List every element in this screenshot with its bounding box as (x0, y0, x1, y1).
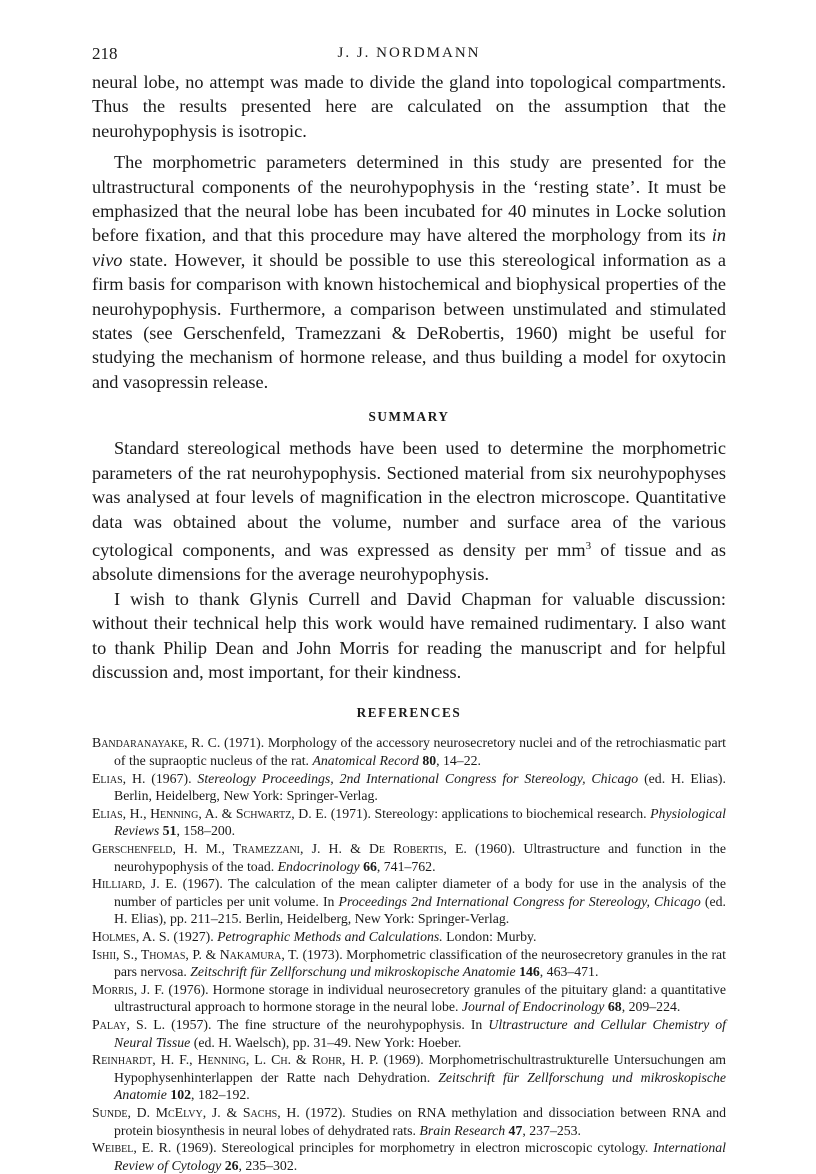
reference-entry (92, 928, 726, 946)
reference-text: (1972). Studies on RNA methylation and dissociation between RNA and protein biosynthesis in neural lobes of dehydrated rats. (114, 1104, 726, 1138)
reference-journal: Endocrinology (277, 858, 360, 874)
reference-journal: International Review of Cytology (114, 1140, 726, 1173)
reference-text: (1927). (169, 928, 218, 944)
reference-text: (1976). Hormone storage in individual neurosecretory granules of the pituitary gland: a quantitative ultrastructural approach to hormone storage in the neural lobe. (114, 981, 726, 1015)
reference-pages: , 158–200. (176, 823, 236, 839)
reference-journal: Petrographic Methods and Calculations. (217, 928, 443, 944)
reference-pages: , 237–253. (522, 1122, 581, 1138)
reference-entry (92, 875, 726, 928)
summary-text: Standard stereological methods have been used to determine the morphometric parameters of the rat neurohypophysis. Sectioned material from six neurohypophyses was analysed at four levels of magnification in the electron microscope. Quantitative data was obtained about the volume, number and surface area of the various cytological components, and was expressed as density per mm (92, 438, 726, 560)
reference-pages: (ed. H. Elias), pp. 211–215. Berlin, Heidelberg, New York: Springer-Verlag. (114, 893, 726, 927)
paragraph-continuation: neural lobe, no attempt was made to divide the gland into topological compartments. Thus the results presented here are calculated on the assumption that the neurohypophysis is isotropic. (92, 72, 726, 141)
reference-volume: 68 (607, 999, 622, 1015)
reference-volume: 26 (224, 1157, 239, 1173)
running-title: J. J. NORDMANN (337, 45, 481, 61)
reference-text: (1967). (145, 770, 198, 786)
page-number: 218 (92, 44, 118, 63)
italic-term: in vivo (92, 225, 726, 270)
reference-pages: , 741–762. (376, 858, 436, 874)
reference-entry (92, 981, 726, 1016)
reference-pages: , 235–302. (238, 1157, 298, 1173)
reference-text: (1960). Ultrastructure and function in the neurohypophysis of the toad. (114, 841, 726, 874)
reference-journal: Physiological Reviews (114, 805, 726, 839)
reference-volume: 146 (519, 964, 540, 980)
paragraph-morphometric-parameters (92, 150, 726, 394)
reference-entry (92, 1016, 726, 1051)
reference-text: (1971). Stereology: applications to biochemical research. (327, 805, 651, 821)
reference-authors: Ishii, S., Thomas, P. & Nakamura, T. (92, 946, 299, 962)
reference-journal: Proceedings 2nd International Congress for Stereology, Chicago (338, 893, 701, 909)
reference-journal: Ultrastructure and Cellular Chemistry of Neural Tissue (114, 1016, 726, 1050)
reference-authors: Morris, J. F. (92, 981, 165, 997)
reference-authors: Elias, H., Henning, A. & Schwartz, D. E. (92, 805, 328, 821)
reference-authors: Gerschenfeld, H. M., Tramezzani, J. H. & De Robertis, E. (92, 841, 467, 856)
reference-pages: (ed. H. Waelsch), pp. 31–49. New York: Hoeber. (190, 1034, 462, 1050)
reference-entry (92, 734, 726, 769)
reference-pages: , 209–224. (621, 999, 681, 1015)
reference-authors: Palay, S. L. (92, 1016, 166, 1032)
reference-text: (1969). Morphometrischultrastrukturelle Untersuchungen am Hypophysenhinterlappen der Ratte nach Dehydration. (114, 1052, 727, 1085)
reference-entry (92, 770, 726, 805)
reference-journal: Anatomical Record (312, 753, 419, 769)
superscript: 3 (585, 539, 592, 552)
reference-journal: Stereology Proceedings, 2nd International Congress for Stereology, Chicago (197, 770, 639, 786)
reference-authors: Elias, H. (92, 770, 146, 786)
reference-volume: 47 (508, 1122, 523, 1138)
reference-text: (1973). Morphometric classification of the neurosecretory granules in the rat pars nervosa. (114, 946, 726, 980)
reference-text: (1969). Stereological principles for morphometry in electron microscopic cytology. (171, 1140, 654, 1156)
reference-volume: 102 (170, 1087, 192, 1103)
page (92, 44, 726, 1174)
reference-entry (92, 1104, 726, 1139)
summary-paragraph (92, 436, 726, 587)
reference-volume: 51 (162, 823, 177, 839)
reference-text: (1967). The calculation of the mean calipter diameter of a body for use in the analysis of the number of particles per unit volume. In (114, 876, 727, 909)
reference-entry (92, 805, 726, 840)
body-text (92, 70, 726, 684)
reference-pages: London: Murby. (442, 928, 537, 944)
reference-authors: Hilliard, J. E. (92, 876, 178, 892)
reference-entry (92, 946, 726, 981)
reference-authors: Reinhardt, H. F., Henning, L. Ch. & Rohr, H. P. (92, 1052, 379, 1068)
reference-pages: , 463–471. (539, 964, 599, 980)
reference-pages: (ed. H. Elias). Berlin, Heidelberg, New York: Springer-Verlag. (114, 770, 726, 804)
reference-authors: Weibel, E. R. (92, 1140, 172, 1156)
reference-authors: Sunde, D. McElvy, J. & Sachs, H. (92, 1104, 300, 1120)
paragraph-text: state. However, it should be possible to use this stereological information as a firm basis for comparison with known histochemical and biophysical properties of the neurohypophysis. Furthermore, a comparison between unstimulated and stimulated states (see Gerschenfeld, Tramezzani & DeRobertis, 1960) might be useful for studying the mechanism of hormone release, and thus building a model for oxytocin and vasopressin release. (92, 249, 726, 392)
reference-journal: Brain Research (419, 1122, 506, 1138)
reference-journal: Zeitschrift für Zellforschung und mikroskopische Anatomie (190, 964, 516, 980)
reference-journal: Journal of Endocrinology (461, 999, 605, 1015)
running-head (92, 44, 726, 70)
reference-entry (92, 1139, 726, 1174)
reference-pages: , 14–22. (436, 753, 481, 769)
reference-volume: 80 (422, 753, 437, 769)
summary-text: of tissue and as absolute dimensions for the average neurohypophysis. (92, 540, 726, 585)
references-heading: REFERENCES (356, 705, 462, 721)
acknowledgement-paragraph: I wish to thank Glynis Currell and David Chapman for valuable discussion: without their technical help this work would have remained rudimentary. I also want to thank Philip Dean and John Morris for reading the manuscript and for helpful discussion and, most important, for their kindness. (92, 588, 726, 683)
paragraph-text: The morphometric parameters determined in this study are presented for the ultrastructural components of the neurohypophysis in the ‘resting state’. It must be emphasized that the neural lobe has been incubated for 40 minutes in Locke solution before fixation, and that this procedure may have altered the morphology from its (92, 152, 726, 246)
summary-heading: SUMMARY (368, 409, 450, 425)
reference-authors: Holmes, A. S. (92, 928, 170, 944)
reference-pages: , 182–192. (191, 1087, 250, 1103)
reference-text: (1957). The fine structure of the neurohypophysis. In (165, 1016, 489, 1032)
reference-list (92, 734, 726, 1174)
reference-entry (92, 840, 726, 875)
reference-text: (1971). Morphology of the accessory neurosecretory nuclei and of the retrochiasmatic part of the supraoptic nucleus of the rat. (114, 735, 726, 769)
reference-journal: Zeitschrift für Zellforschung und mikroskopische Anatomie (114, 1069, 726, 1103)
reference-volume: 66 (363, 858, 377, 874)
reference-authors: Bandaranayake, R. C. (92, 735, 221, 751)
reference-entry (92, 1051, 726, 1104)
